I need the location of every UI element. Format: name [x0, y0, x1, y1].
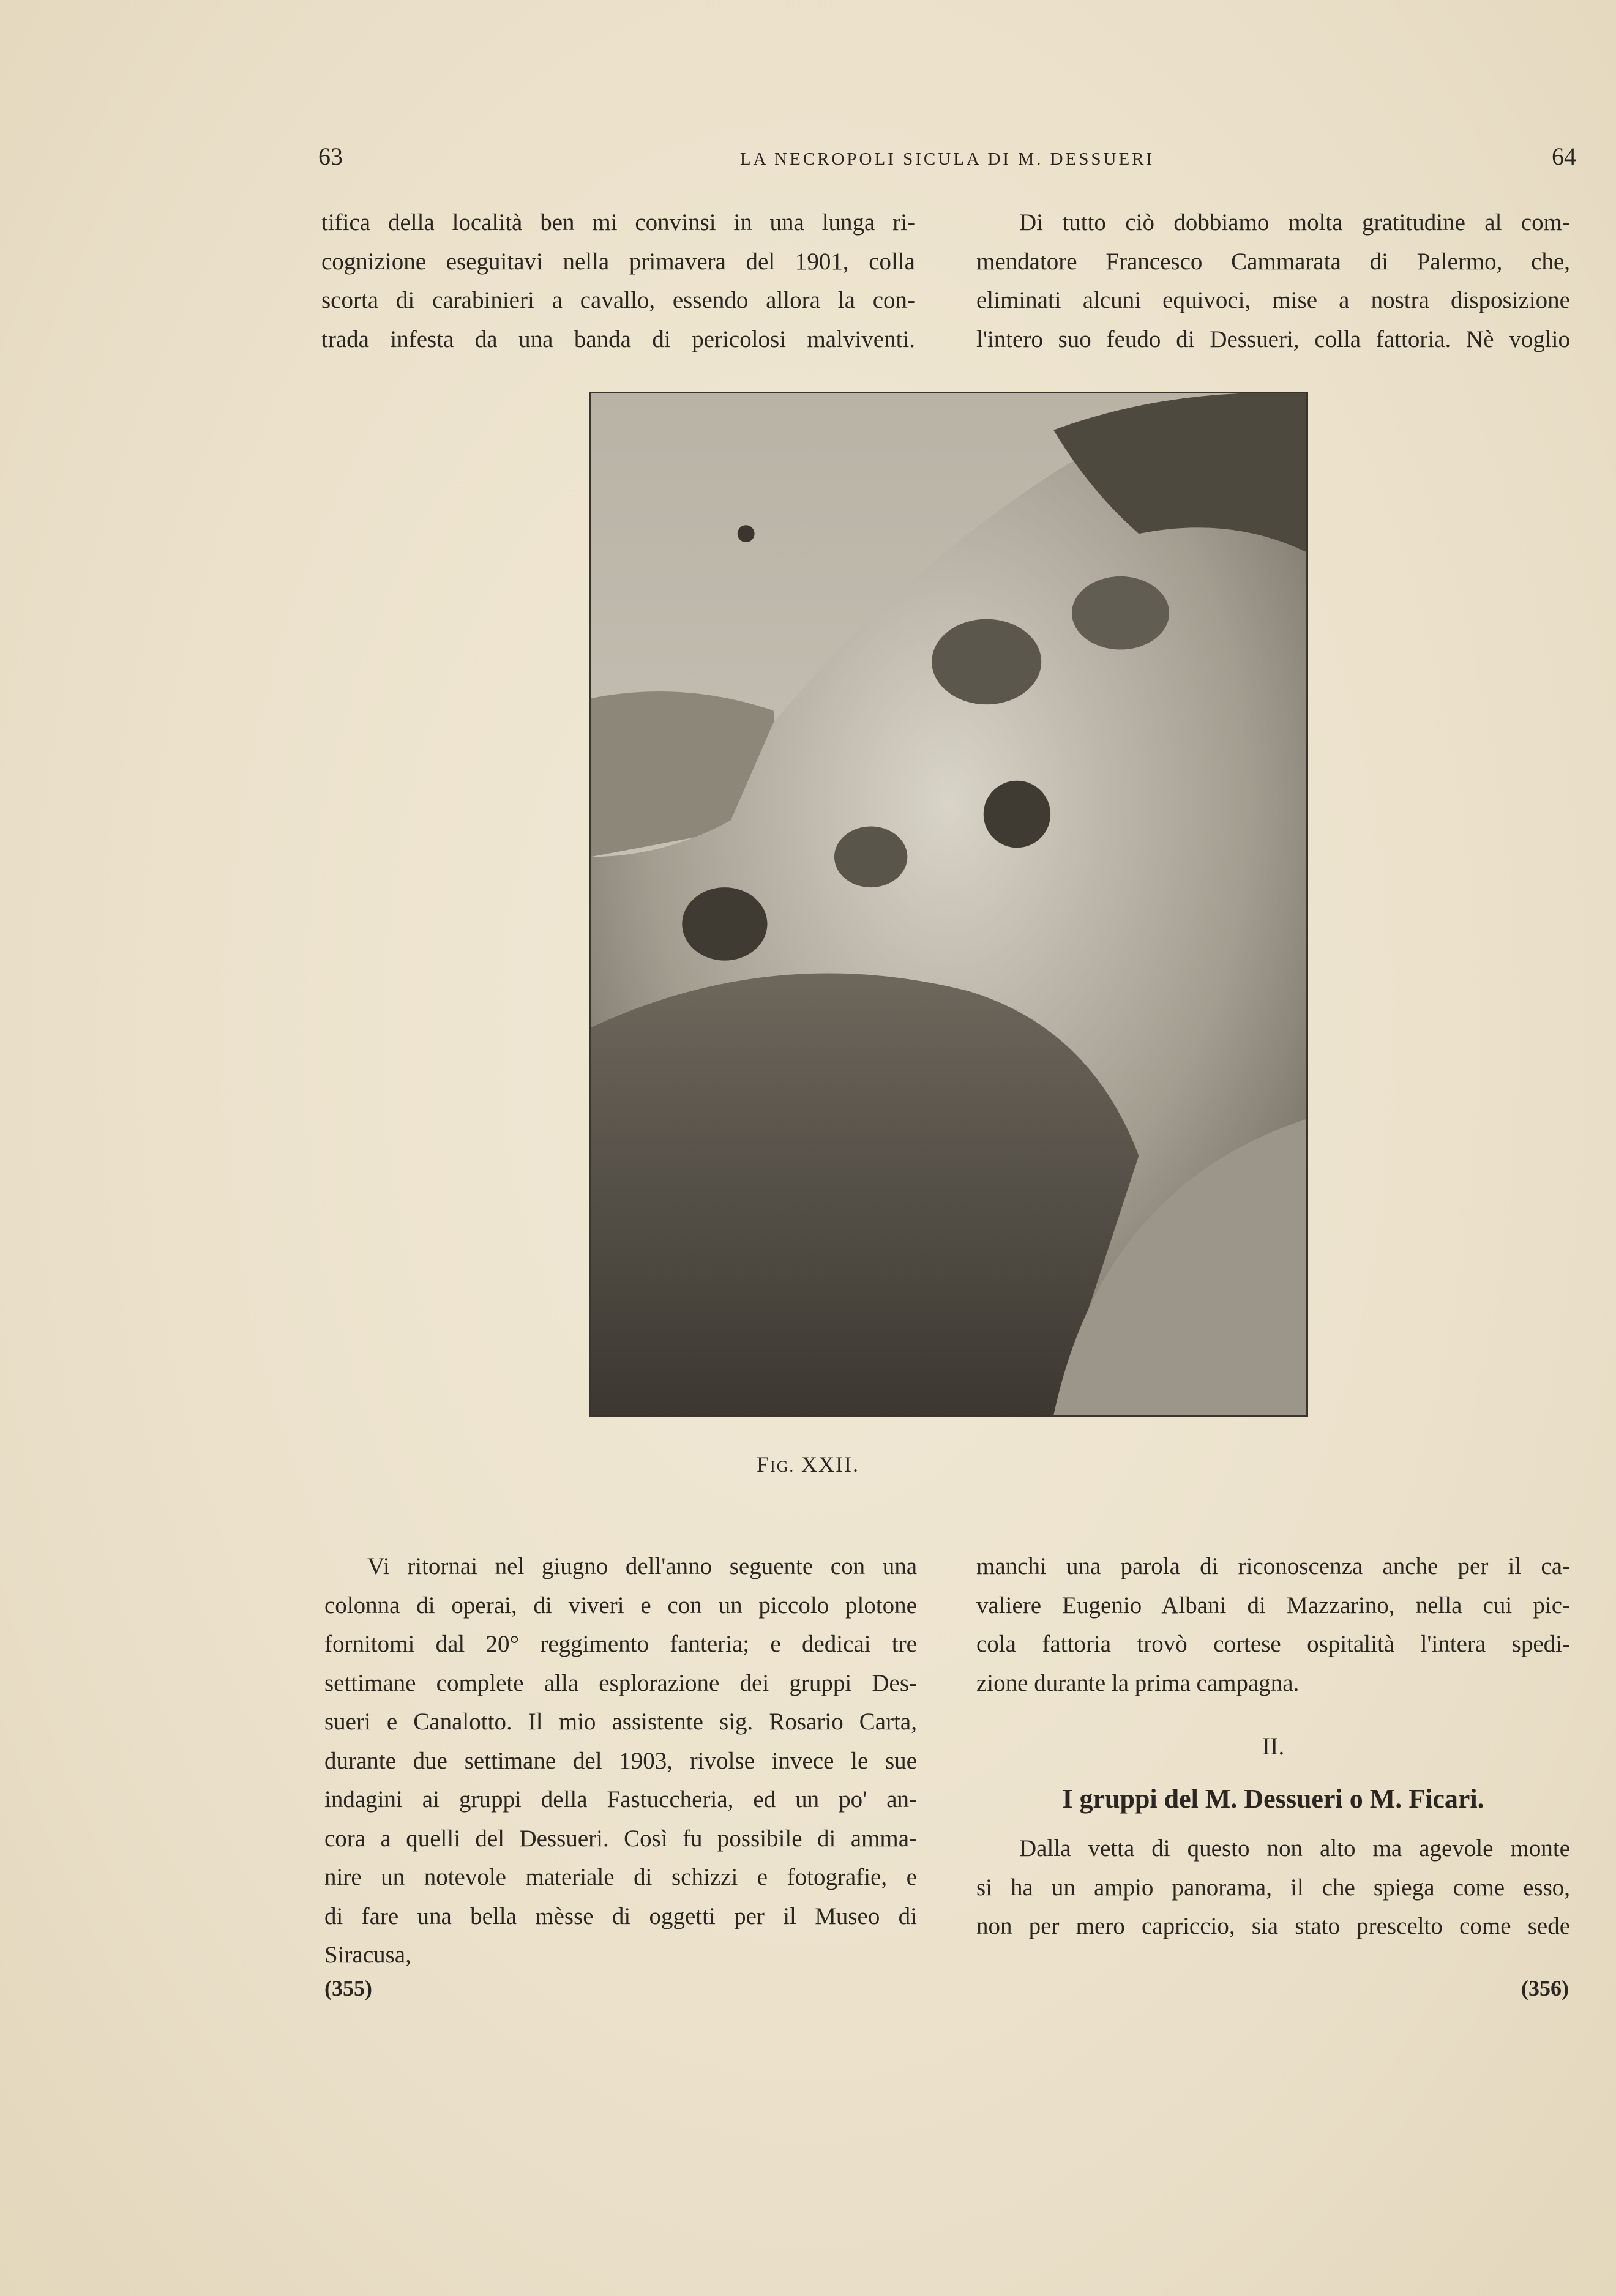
text-line: tifica della località ben mi convinsi in una lunga ri-: [321, 209, 915, 236]
text-line: Di tutto ciò dobbiamo molta gratitudine al com-: [1019, 209, 1570, 236]
text-line: manchi una parola di riconoscenza anche per il ca-: [976, 1553, 1570, 1579]
text-line: Siracusa,: [324, 1942, 411, 1968]
running-head: [318, 142, 1576, 179]
page-number-right: 64: [1552, 143, 1576, 170]
text-line: settimane complete alla esplorazione dei gruppi Des-: [324, 1669, 917, 1696]
running-title: LA NECROPOLI SICULA DI M. DESSUERI: [739, 149, 1155, 169]
text-line: durante due settimane del 1903, rivolse invece le sue: [324, 1747, 917, 1774]
text-line: non per mero capriccio, sia stato prescelto come sede: [976, 1913, 1570, 1939]
bottom-right-column: [976, 1547, 1570, 1946]
text-line: zione durante la prima campagna.: [976, 1669, 1300, 1696]
text-line: si ha un ampio panorama, il che spiega come esso,: [976, 1874, 1570, 1901]
text-line: scorta di carabinieri a cavallo, essendo allora la con-: [321, 287, 915, 313]
caption-smallcaps: IG.: [770, 1458, 795, 1475]
text-line: cola fattoria trovò cortese ospitalità l'intera spedi-: [976, 1631, 1570, 1657]
text-line: colonna di operai, di viveri e con un piccolo plotone: [324, 1592, 917, 1619]
text-line: l'intero suo feudo di Dessueri, colla fattoria. Nè voglio: [976, 326, 1570, 352]
text-line: di fare una bella mèsse di oggetti per il Museo di: [324, 1903, 917, 1929]
top-left-column: [321, 203, 915, 359]
text-line: valiere Eugenio Albani di Mazzarino, nella cui pic-: [976, 1592, 1570, 1619]
section-number: II.: [1262, 1732, 1285, 1760]
caption-prefix: F: [757, 1452, 771, 1477]
text-line: fornitomi dal 20° reggimento fanteria; e dedicai tre: [324, 1631, 917, 1657]
signature-mark-right: (356): [1521, 1976, 1569, 2000]
photograph-figure: [589, 392, 1308, 1417]
text-line: sueri e Canalotto. Il mio assistente sig. Rosario Carta,: [324, 1709, 917, 1735]
text-line: eliminati alcuni equivoci, mise a nostra disposizione: [976, 287, 1570, 313]
page-number-left: 63: [318, 143, 343, 170]
section-title: I gruppi del M. Dessueri o M. Ficari.: [1062, 1783, 1484, 1814]
caption-number: XXII.: [794, 1452, 859, 1477]
text-line: trada infesta da una banda di pericolosi malviventi.: [321, 326, 915, 352]
text-line: cora a quelli del Dessueri. Così fu possibile di amma-: [324, 1825, 917, 1852]
rock-cliff-photo: [591, 393, 1306, 1415]
text-line: nire un notevole materiale di schizzi e fotografie, e: [324, 1864, 917, 1890]
bottom-left-column: [324, 1547, 917, 1975]
text-line: cognizione eseguitavi nella primavera del 1901, colla: [321, 248, 915, 275]
text-line: Dalla vetta di questo non alto ma agevole monte: [1019, 1835, 1570, 1862]
text-line: mendatore Francesco Cammarata di Palermo, che,: [976, 248, 1570, 275]
text-line: indagini ai gruppi della Fastuccheria, ed un po' an-: [324, 1786, 917, 1813]
top-right-column: [976, 203, 1570, 359]
figure-caption: [0, 1452, 1616, 1477]
signature-mark-left: (355): [324, 1976, 372, 2000]
text-line: Vi ritornai nel giugno dell'anno seguente con una: [367, 1553, 917, 1579]
